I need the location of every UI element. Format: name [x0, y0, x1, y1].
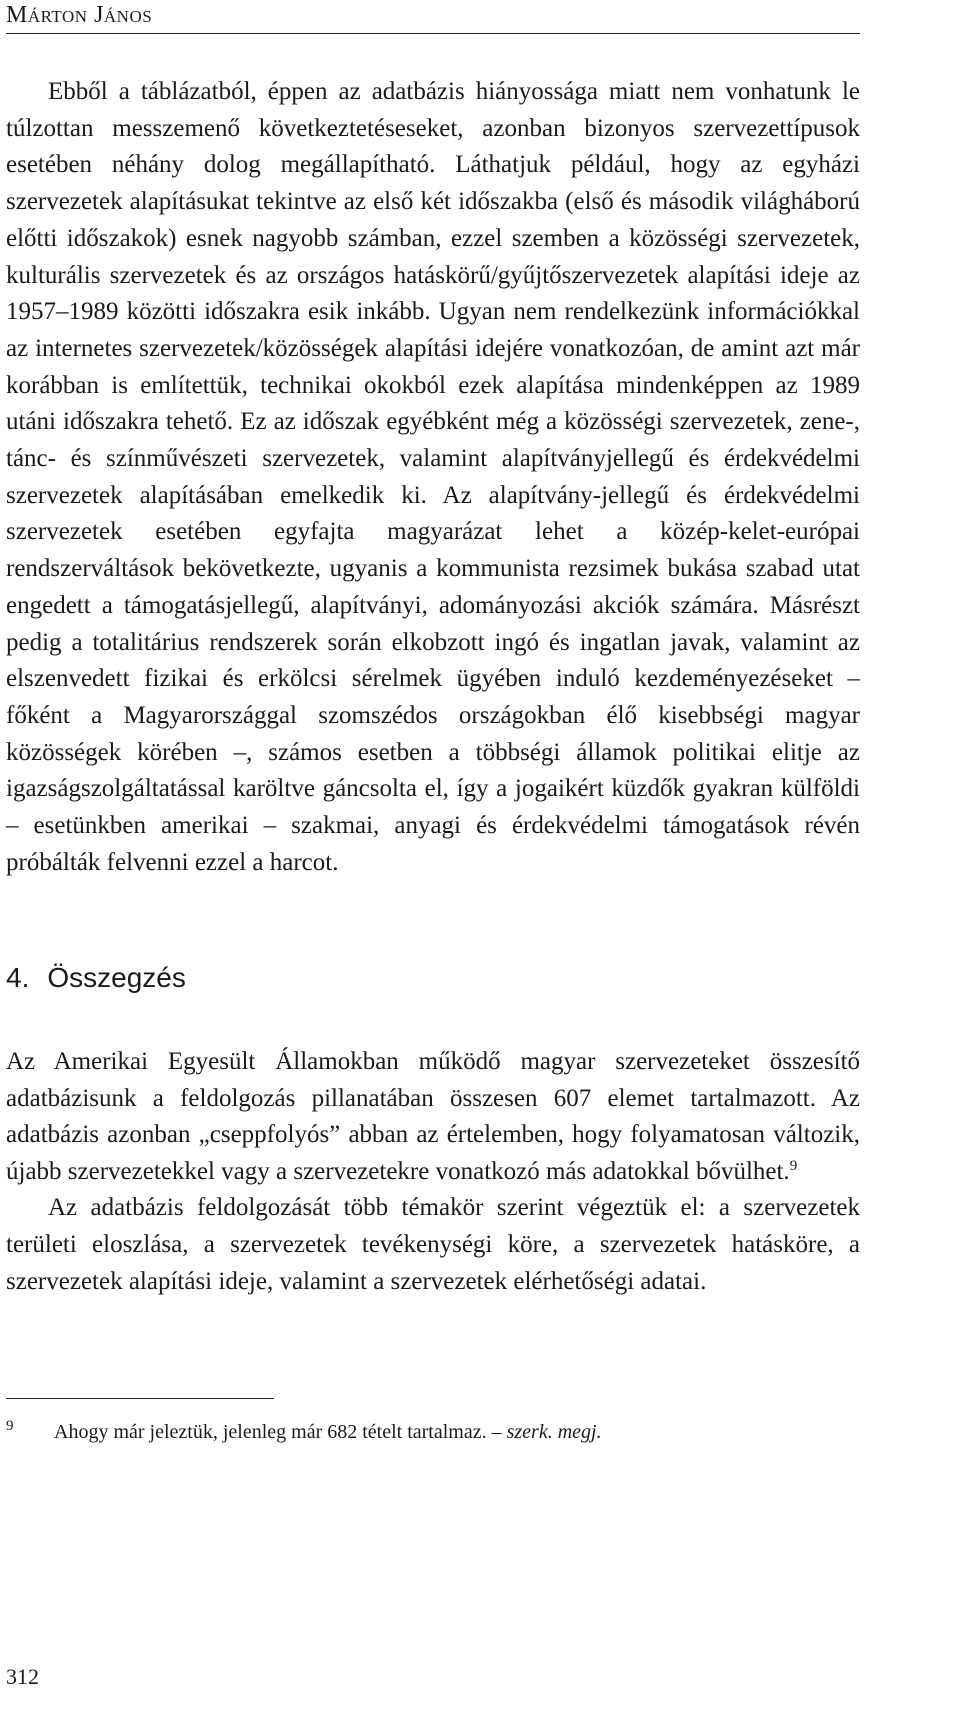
- section-title: Összegzés: [47, 962, 186, 993]
- paragraph: Az adatbázis feldolgozását több témakör szerint végeztük el: a szervezetek területi eloszlása, a szervezetek tevékenységi köre, a szervezetek hatásköre, a szervezetek alapítási ideje, valamint a szervezetek elérhetőségi adatai.: [6, 1194, 860, 1295]
- paragraph-text: Az Amerikai Egyesült Államokban működő magyar szervezeteket összesítő adatbázisunk a feldolgozás pillanatában összesen 607 elemet tartalmazott. Az adatbázis azonban „cseppfolyós” abban az értelemben, hogy folyamatosan változik, újabb szervezetekkel vagy a szervezetekre vonatkozó más adatokkal bővülhet.: [6, 1048, 860, 1185]
- footnote-editor-note: szerk. megj.: [506, 1421, 602, 1443]
- paragraph: [6, 1044, 860, 1190]
- paragraph: Ebből a táblázatból, éppen az adatbázis hiányossága miatt nem vonhatunk le túlzottan messzemenő következtetéseseket, azonban bizonyos szervezettípusok esetében néhány dolog megállapítható. Láthatjuk például, hogy az egyházi szervezetek alapításukat tekintve az első két időszakba (első és második világháború előtti időszakok) esnek nagyobb számban, ezzel szemben a közösségi szervezetek, kulturális szervezetek és az országos hatáskörű/gyűjtőszervezetek alapítási ideje az 1957–1989 közötti időszakra esik inkább. Ugyan nem rendelkezünk információkkal az internetes szervezetek/közösségek alapítási idejére vonatkozóan, de amint azt már korábban is említettük, technikai okokból ezek alapítása mindenképpen az 1989 utáni időszakra tehető. Ez az időszak egyébként még a közösségi szervezetek, zene-, tánc- és színművészeti szervezetek, valamint alapítványjellegű és érdekvédelmi szervezetek alapításában emelkedik ki. Az alapítvány-jellegű és érdekvédelmi szervezetek esetében egyfajta magyarázat lehet a közép-kelet-európai rendszerváltások bekövetkezte, ugyanis a kommunista rezsimek bukása szabad utat engedett a támogatásjellegű, alapítványi, adományozási akciók számára. Másrészt pedig a totalitárius rendszerek során elkobzott ingó és ingatlan javak, valamint az elszenvedett fizikai és erkölcsi sérelmek ügyében induló kezdeményezéseket – főként a Magyarországgal szomszédos országokban élő kisebbségi magyar közösségek körében –, számos esetben a többségi államok politikai elitje az igazságszolgáltatással karöltve gáncsolta el, így a jogaikért küzdők gyakran külföldi – esetünkben amerikai – szakmai, anyagi és érdekvédelmi támogatások révén próbálták felvenni ezzel a harcot.: [6, 78, 860, 876]
- footnote: [6, 1418, 860, 1444]
- running-head: Márton János: [6, 2, 860, 34]
- page-number: 312: [6, 1664, 39, 1689]
- footnote-text: Ahogy már jeleztük, jelenleg már 682 tételt tartalmaz. –: [54, 1421, 507, 1443]
- section-number: 4.: [6, 962, 30, 993]
- body-text-block: [6, 74, 860, 881]
- footnote-divider: [6, 1398, 274, 1399]
- section-heading: [6, 962, 186, 994]
- footnote-reference[interactable]: 9: [789, 1157, 798, 1174]
- section-body: [6, 1044, 860, 1300]
- footnote-number: 9: [6, 1418, 14, 1434]
